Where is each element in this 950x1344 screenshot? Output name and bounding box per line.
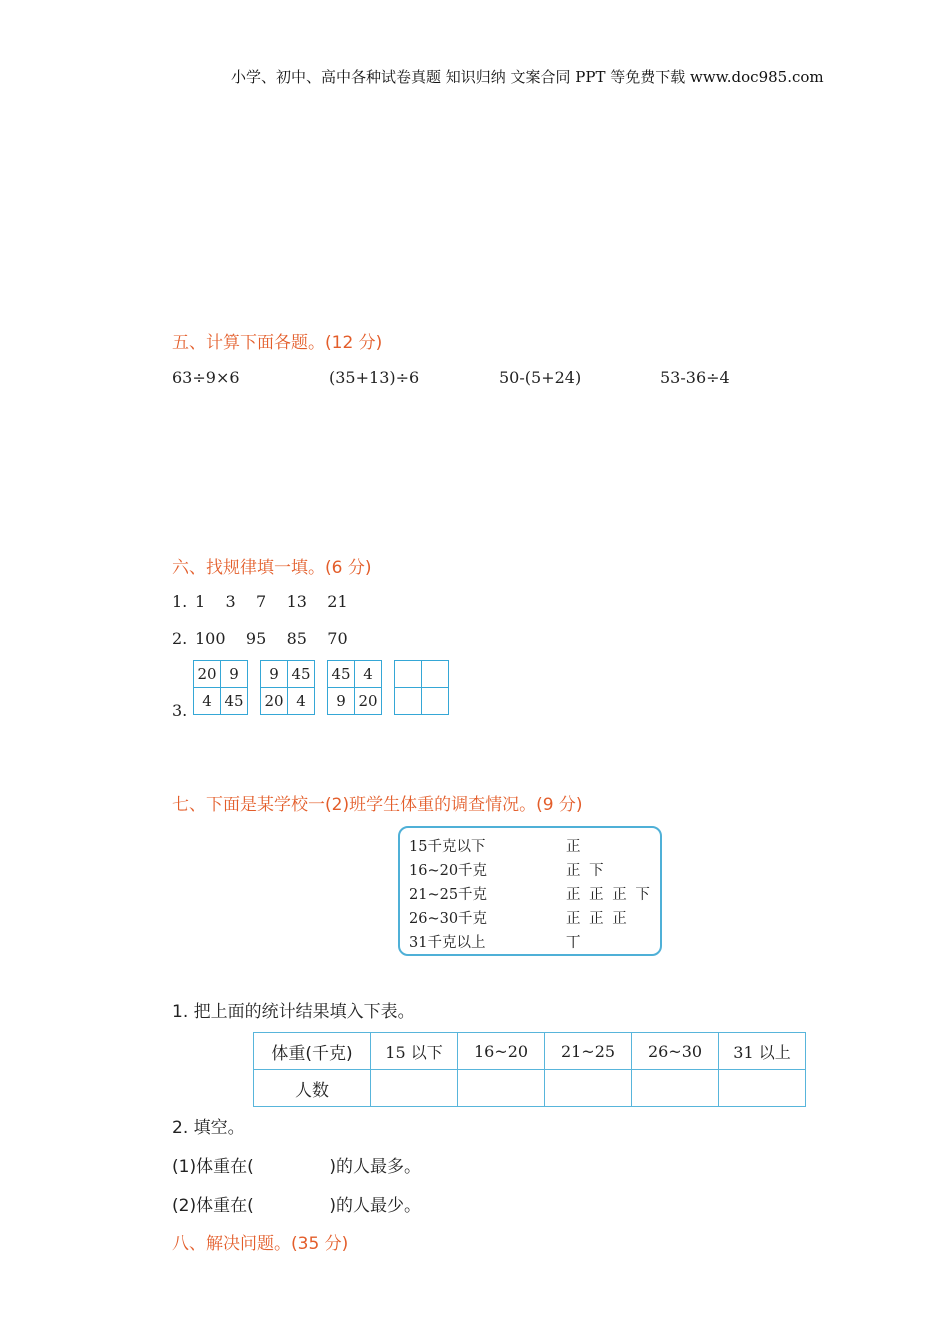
grid-cell: 9 xyxy=(261,661,288,688)
answer-cell[interactable] xyxy=(458,1070,545,1107)
pattern-grid-1 xyxy=(193,660,248,715)
table-header-cell: 16~20 xyxy=(458,1033,545,1070)
answer-cell[interactable] xyxy=(719,1070,806,1107)
section-5-title: 五、计算下面各题。(12 分) xyxy=(172,333,383,353)
pattern-grid-answer[interactable] xyxy=(394,660,449,715)
table-header-cell: 31 以上 xyxy=(719,1033,806,1070)
grid-cell: 45 xyxy=(221,688,248,715)
grid-cell: 4 xyxy=(194,688,221,715)
tally-box xyxy=(398,826,662,956)
answer-cell[interactable] xyxy=(395,688,422,715)
pattern-grid-3 xyxy=(327,660,382,715)
grid-cell: 20 xyxy=(194,661,221,688)
table-header-cell: 26~30 xyxy=(632,1033,719,1070)
q1-label: 1. xyxy=(172,592,188,611)
fill-blank-1: (1)体重在( )的人最多。 xyxy=(172,1157,421,1177)
tally-range: 21~25千克 xyxy=(409,887,488,903)
answer-cell[interactable] xyxy=(422,661,449,688)
section-6-title: 六、找规律填一填。(6 分) xyxy=(172,558,372,578)
grid-cell: 9 xyxy=(221,661,248,688)
grid-cell: 4 xyxy=(355,661,382,688)
pattern-grid-2 xyxy=(260,660,315,715)
answer-cell[interactable] xyxy=(371,1070,458,1107)
q2-sequence: 100 95 85 70 xyxy=(195,629,348,648)
answer-cell[interactable] xyxy=(632,1070,719,1107)
q2-label: 2. xyxy=(172,629,188,648)
table-header-cell: 21~25 xyxy=(545,1033,632,1070)
section-7-title: 七、下面是某学校一(2)班学生体重的调查情况。(9 分) xyxy=(172,795,583,815)
table-header-cell: 15 以下 xyxy=(371,1033,458,1070)
fill-blank-2: (2)体重在( )的人最少。 xyxy=(172,1196,421,1216)
problem-2: (35+13)÷6 xyxy=(329,368,420,387)
problem-3: 50-(5+24) xyxy=(499,368,582,387)
table-row xyxy=(254,1070,806,1107)
grid-cell: 9 xyxy=(328,688,355,715)
table-header-row xyxy=(254,1033,806,1070)
problem-4: 53-36÷4 xyxy=(660,368,730,387)
tally-marks: 正 下 xyxy=(566,863,606,879)
q1-sequence: 1 3 7 13 21 xyxy=(195,592,348,611)
tally-range: 15千克以下 xyxy=(409,839,486,855)
grid-cell: 20 xyxy=(355,688,382,715)
grid-cell: 4 xyxy=(288,688,315,715)
section-7-q1: 1. 把上面的统计结果填入下表。 xyxy=(172,1002,415,1022)
answer-cell[interactable] xyxy=(422,688,449,715)
problem-1: 63÷9×6 xyxy=(172,368,240,387)
tally-range: 26~30千克 xyxy=(409,911,488,927)
table-row-label: 人数 xyxy=(254,1070,371,1107)
tally-marks: 正 正 正 xyxy=(566,911,629,927)
grid-cell: 45 xyxy=(288,661,315,688)
page-header: 小学、初中、高中各种试卷真题 知识归纳 文案合同 PPT 等免费下载 www.doc985.com xyxy=(231,68,824,86)
grid-cell: 45 xyxy=(328,661,355,688)
tally-range: 31千克以上 xyxy=(409,935,486,951)
answer-cell[interactable] xyxy=(545,1070,632,1107)
tally-marks: 丅 xyxy=(566,935,583,951)
weight-table xyxy=(253,1032,806,1107)
table-header-cell: 体重(千克) xyxy=(254,1033,371,1070)
tally-range: 16~20千克 xyxy=(409,863,488,879)
grid-cell: 20 xyxy=(261,688,288,715)
tally-marks: 正 xyxy=(566,839,583,855)
section-7-q2: 2. 填空。 xyxy=(172,1118,245,1138)
answer-cell[interactable] xyxy=(395,661,422,688)
q3-label: 3. xyxy=(172,701,188,720)
section-8-title: 八、解决问题。(35 分) xyxy=(172,1234,349,1254)
tally-marks: 正 正 正 下 xyxy=(566,887,652,903)
